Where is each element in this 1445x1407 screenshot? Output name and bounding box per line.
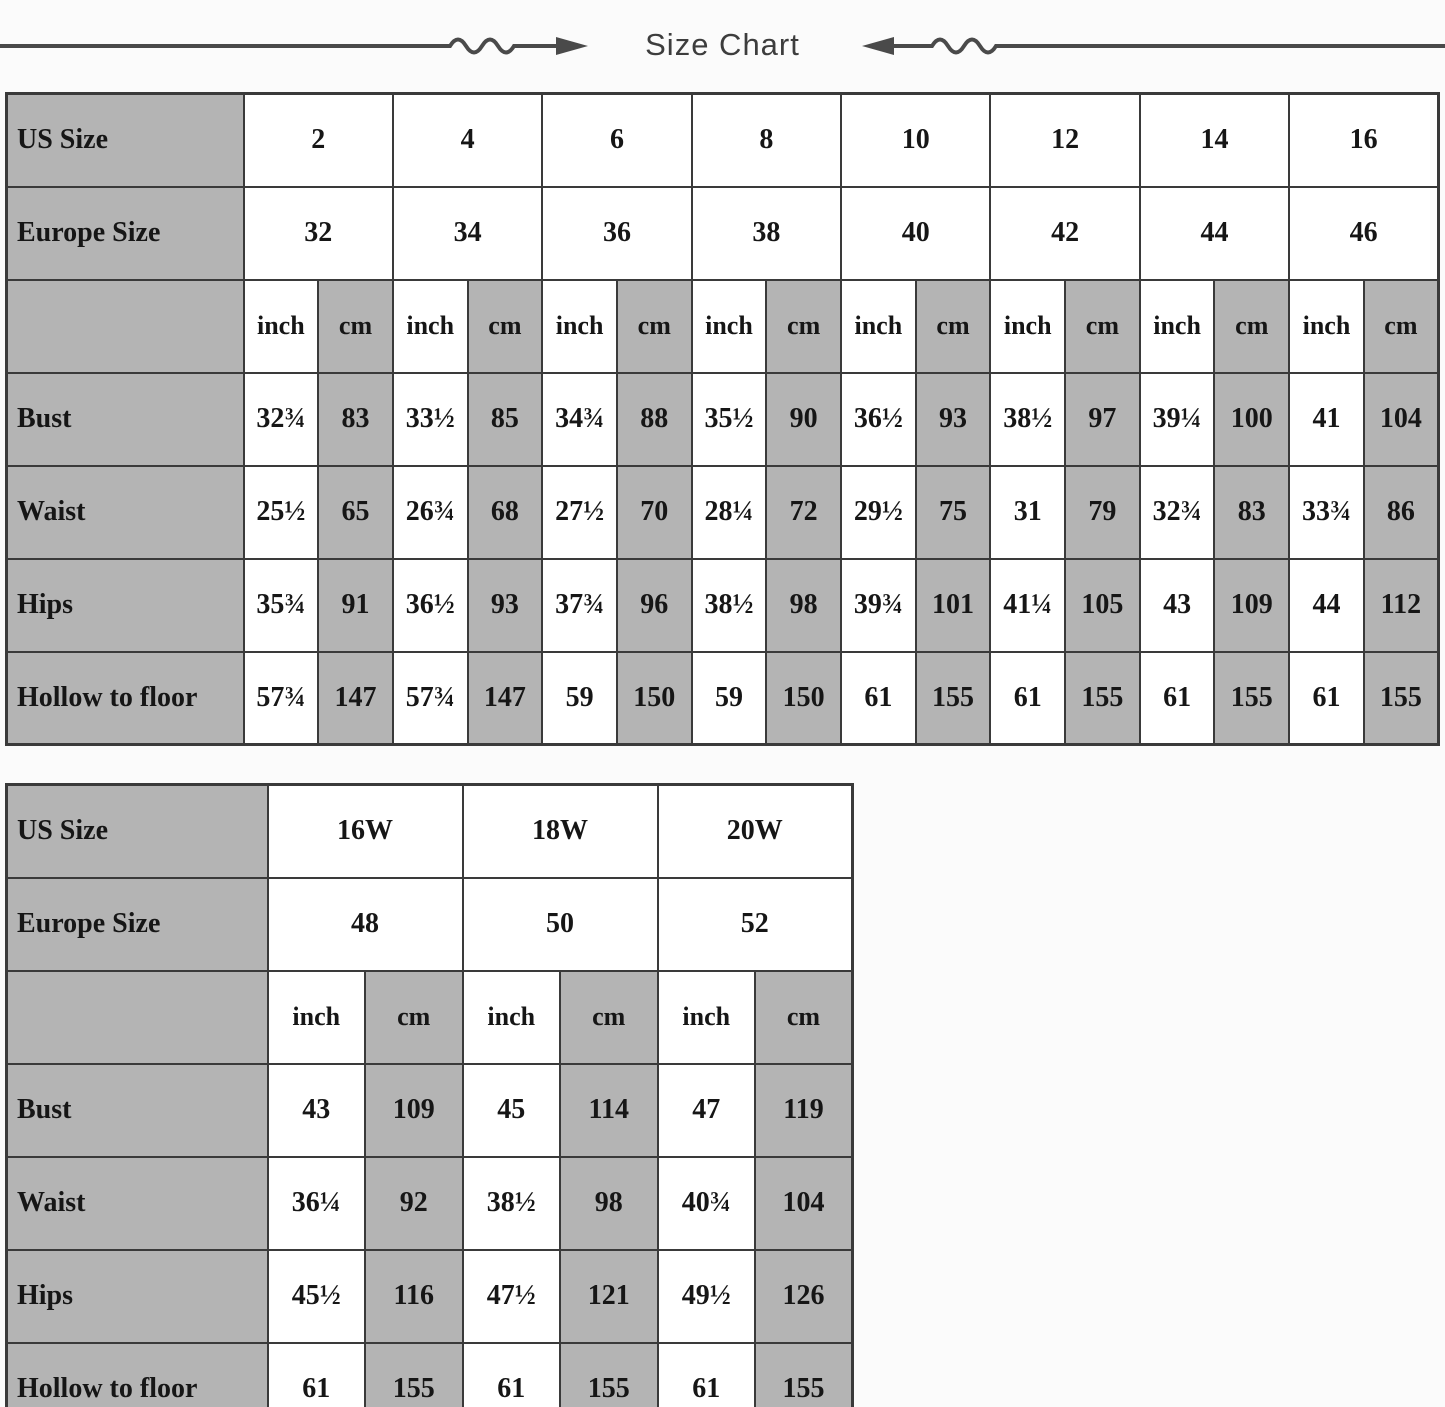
cm-value-cell: 90 bbox=[766, 373, 841, 466]
inch-value-cell: 32¾ bbox=[244, 373, 319, 466]
cm-value-cell: 155 bbox=[560, 1343, 658, 1407]
inch-value-cell: 40¾ bbox=[658, 1157, 756, 1250]
inch-value-cell: 61 bbox=[990, 652, 1065, 745]
inch-value-cell: 35¾ bbox=[244, 559, 319, 652]
cm-value-cell: 121 bbox=[560, 1250, 658, 1343]
cm-value-cell: 155 bbox=[1364, 652, 1439, 745]
size-chart-table-plus bbox=[5, 783, 854, 1407]
cm-value-cell: 65 bbox=[318, 466, 393, 559]
unit-inch-cell: inch bbox=[1289, 280, 1364, 373]
cm-value-cell: 68 bbox=[468, 466, 543, 559]
size-chart-table-standard bbox=[5, 92, 1440, 746]
unit-inch-cell: inch bbox=[463, 971, 561, 1064]
cm-value-cell: 93 bbox=[468, 559, 543, 652]
size-header-row bbox=[7, 94, 1439, 187]
size-cell: 40 bbox=[841, 187, 990, 280]
inch-value-cell: 61 bbox=[463, 1343, 561, 1407]
cm-value-cell: 72 bbox=[766, 466, 841, 559]
unit-inch-cell: inch bbox=[990, 280, 1065, 373]
size-chart-tables bbox=[5, 92, 1445, 1407]
inch-value-cell: 41¼ bbox=[990, 559, 1065, 652]
inch-value-cell: 35½ bbox=[692, 373, 767, 466]
cm-value-cell: 150 bbox=[766, 652, 841, 745]
inch-value-cell: 59 bbox=[692, 652, 767, 745]
size-cell: 38 bbox=[692, 187, 841, 280]
measurement-row bbox=[7, 1343, 853, 1407]
cm-value-cell: 97 bbox=[1065, 373, 1140, 466]
row-label: Bust bbox=[7, 373, 244, 466]
inch-value-cell: 43 bbox=[1140, 559, 1215, 652]
size-cell: 36 bbox=[542, 187, 691, 280]
row-label-blank bbox=[7, 971, 268, 1064]
size-cell: 2 bbox=[244, 94, 393, 187]
unit-cm-cell: cm bbox=[1065, 280, 1140, 373]
inch-value-cell: 59 bbox=[542, 652, 617, 745]
unit-cm-cell: cm bbox=[1364, 280, 1439, 373]
inch-value-cell: 25½ bbox=[244, 466, 319, 559]
inch-value-cell: 26¾ bbox=[393, 466, 468, 559]
inch-value-cell: 57¾ bbox=[244, 652, 319, 745]
cm-value-cell: 88 bbox=[617, 373, 692, 466]
size-cell: 14 bbox=[1140, 94, 1289, 187]
measurement-row bbox=[7, 559, 1439, 652]
cm-value-cell: 126 bbox=[755, 1250, 853, 1343]
cm-value-cell: 105 bbox=[1065, 559, 1140, 652]
row-label: US Size bbox=[7, 94, 244, 187]
inch-value-cell: 43 bbox=[268, 1064, 366, 1157]
row-label: US Size bbox=[7, 785, 268, 878]
inch-value-cell: 33¾ bbox=[1289, 466, 1364, 559]
size-cell: 6 bbox=[542, 94, 691, 187]
size-cell: 52 bbox=[658, 878, 853, 971]
cm-value-cell: 104 bbox=[1364, 373, 1439, 466]
unit-inch-cell: inch bbox=[244, 280, 319, 373]
inch-value-cell: 45½ bbox=[268, 1250, 366, 1343]
cm-value-cell: 86 bbox=[1364, 466, 1439, 559]
cm-value-cell: 75 bbox=[916, 466, 991, 559]
measurement-row bbox=[7, 1250, 853, 1343]
inch-value-cell: 38½ bbox=[990, 373, 1065, 466]
cm-value-cell: 93 bbox=[916, 373, 991, 466]
cm-value-cell: 92 bbox=[365, 1157, 463, 1250]
size-cell: 12 bbox=[990, 94, 1139, 187]
size-header-row bbox=[7, 785, 853, 878]
cm-value-cell: 155 bbox=[916, 652, 991, 745]
size-header-row bbox=[7, 878, 853, 971]
inch-value-cell: 28¼ bbox=[692, 466, 767, 559]
cm-value-cell: 104 bbox=[755, 1157, 853, 1250]
page-title: Size Chart bbox=[645, 27, 800, 62]
row-label: Hips bbox=[7, 1250, 268, 1343]
inch-value-cell: 39¾ bbox=[841, 559, 916, 652]
row-label: Hollow to floor bbox=[7, 652, 244, 745]
row-label: Europe Size bbox=[7, 187, 244, 280]
inch-value-cell: 38½ bbox=[463, 1157, 561, 1250]
cm-value-cell: 155 bbox=[1214, 652, 1289, 745]
size-cell: 46 bbox=[1289, 187, 1438, 280]
unit-inch-cell: inch bbox=[1140, 280, 1215, 373]
cm-value-cell: 83 bbox=[318, 373, 393, 466]
size-cell: 50 bbox=[463, 878, 658, 971]
unit-cm-cell: cm bbox=[318, 280, 393, 373]
unit-cm-cell: cm bbox=[617, 280, 692, 373]
inch-value-cell: 29½ bbox=[841, 466, 916, 559]
inch-value-cell: 41 bbox=[1289, 373, 1364, 466]
unit-cm-cell: cm bbox=[365, 971, 463, 1064]
unit-inch-cell: inch bbox=[692, 280, 767, 373]
inch-value-cell: 61 bbox=[1140, 652, 1215, 745]
size-header-row bbox=[7, 187, 1439, 280]
inch-value-cell: 61 bbox=[1289, 652, 1364, 745]
size-cell: 10 bbox=[841, 94, 990, 187]
unit-cm-cell: cm bbox=[766, 280, 841, 373]
inch-value-cell: 45 bbox=[463, 1064, 561, 1157]
size-cell: 16 bbox=[1289, 94, 1438, 187]
size-cell: 32 bbox=[244, 187, 393, 280]
inch-value-cell: 33½ bbox=[393, 373, 468, 466]
row-label: Bust bbox=[7, 1064, 268, 1157]
cm-value-cell: 155 bbox=[365, 1343, 463, 1407]
unit-cm-cell: cm bbox=[560, 971, 658, 1064]
inch-value-cell: 36¼ bbox=[268, 1157, 366, 1250]
inch-value-cell: 49½ bbox=[658, 1250, 756, 1343]
inch-value-cell: 32¾ bbox=[1140, 466, 1215, 559]
row-label: Hips bbox=[7, 559, 244, 652]
unit-row bbox=[7, 971, 853, 1064]
row-label-blank bbox=[7, 280, 244, 373]
cm-value-cell: 155 bbox=[755, 1343, 853, 1407]
right-squiggle-arrow-icon bbox=[860, 0, 1445, 92]
measurement-row bbox=[7, 1064, 853, 1157]
cm-value-cell: 101 bbox=[916, 559, 991, 652]
inch-value-cell: 61 bbox=[268, 1343, 366, 1407]
cm-value-cell: 96 bbox=[617, 559, 692, 652]
inch-value-cell: 34¾ bbox=[542, 373, 617, 466]
cm-value-cell: 147 bbox=[318, 652, 393, 745]
unit-inch-cell: inch bbox=[658, 971, 756, 1064]
inch-value-cell: 36½ bbox=[393, 559, 468, 652]
row-label: Waist bbox=[7, 466, 244, 559]
size-cell: 4 bbox=[393, 94, 542, 187]
size-cell: 16W bbox=[268, 785, 463, 878]
cm-value-cell: 112 bbox=[1364, 559, 1439, 652]
cm-value-cell: 114 bbox=[560, 1064, 658, 1157]
size-cell: 18W bbox=[463, 785, 658, 878]
row-label: Europe Size bbox=[7, 878, 268, 971]
unit-inch-cell: inch bbox=[268, 971, 366, 1064]
cm-value-cell: 91 bbox=[318, 559, 393, 652]
size-cell: 8 bbox=[692, 94, 841, 187]
cm-value-cell: 83 bbox=[1214, 466, 1289, 559]
cm-value-cell: 147 bbox=[468, 652, 543, 745]
inch-value-cell: 31 bbox=[990, 466, 1065, 559]
measurement-row bbox=[7, 466, 1439, 559]
left-squiggle-arrow-icon bbox=[0, 0, 595, 92]
size-cell: 48 bbox=[268, 878, 463, 971]
unit-inch-cell: inch bbox=[542, 280, 617, 373]
cm-value-cell: 100 bbox=[1214, 373, 1289, 466]
unit-cm-cell: cm bbox=[755, 971, 853, 1064]
unit-cm-cell: cm bbox=[1214, 280, 1289, 373]
inch-value-cell: 47½ bbox=[463, 1250, 561, 1343]
cm-value-cell: 155 bbox=[1065, 652, 1140, 745]
cm-value-cell: 85 bbox=[468, 373, 543, 466]
cm-value-cell: 116 bbox=[365, 1250, 463, 1343]
inch-value-cell: 37¾ bbox=[542, 559, 617, 652]
cm-value-cell: 119 bbox=[755, 1064, 853, 1157]
measurement-row bbox=[7, 373, 1439, 466]
size-cell: 20W bbox=[658, 785, 853, 878]
inch-value-cell: 39¼ bbox=[1140, 373, 1215, 466]
size-cell: 34 bbox=[393, 187, 542, 280]
unit-row bbox=[7, 280, 1439, 373]
inch-value-cell: 44 bbox=[1289, 559, 1364, 652]
size-cell: 44 bbox=[1140, 187, 1289, 280]
row-label: Waist bbox=[7, 1157, 268, 1250]
page-header bbox=[0, 0, 1445, 92]
cm-value-cell: 79 bbox=[1065, 466, 1140, 559]
measurement-row bbox=[7, 1157, 853, 1250]
unit-cm-cell: cm bbox=[468, 280, 543, 373]
cm-value-cell: 98 bbox=[560, 1157, 658, 1250]
size-cell: 42 bbox=[990, 187, 1139, 280]
inch-value-cell: 57¾ bbox=[393, 652, 468, 745]
cm-value-cell: 70 bbox=[617, 466, 692, 559]
cm-value-cell: 150 bbox=[617, 652, 692, 745]
unit-inch-cell: inch bbox=[393, 280, 468, 373]
cm-value-cell: 98 bbox=[766, 559, 841, 652]
measurement-row bbox=[7, 652, 1439, 745]
unit-inch-cell: inch bbox=[841, 280, 916, 373]
cm-value-cell: 109 bbox=[365, 1064, 463, 1157]
inch-value-cell: 27½ bbox=[542, 466, 617, 559]
inch-value-cell: 47 bbox=[658, 1064, 756, 1157]
inch-value-cell: 38½ bbox=[692, 559, 767, 652]
unit-cm-cell: cm bbox=[916, 280, 991, 373]
inch-value-cell: 36½ bbox=[841, 373, 916, 466]
inch-value-cell: 61 bbox=[841, 652, 916, 745]
inch-value-cell: 61 bbox=[658, 1343, 756, 1407]
cm-value-cell: 109 bbox=[1214, 559, 1289, 652]
row-label: Hollow to floor bbox=[7, 1343, 268, 1407]
